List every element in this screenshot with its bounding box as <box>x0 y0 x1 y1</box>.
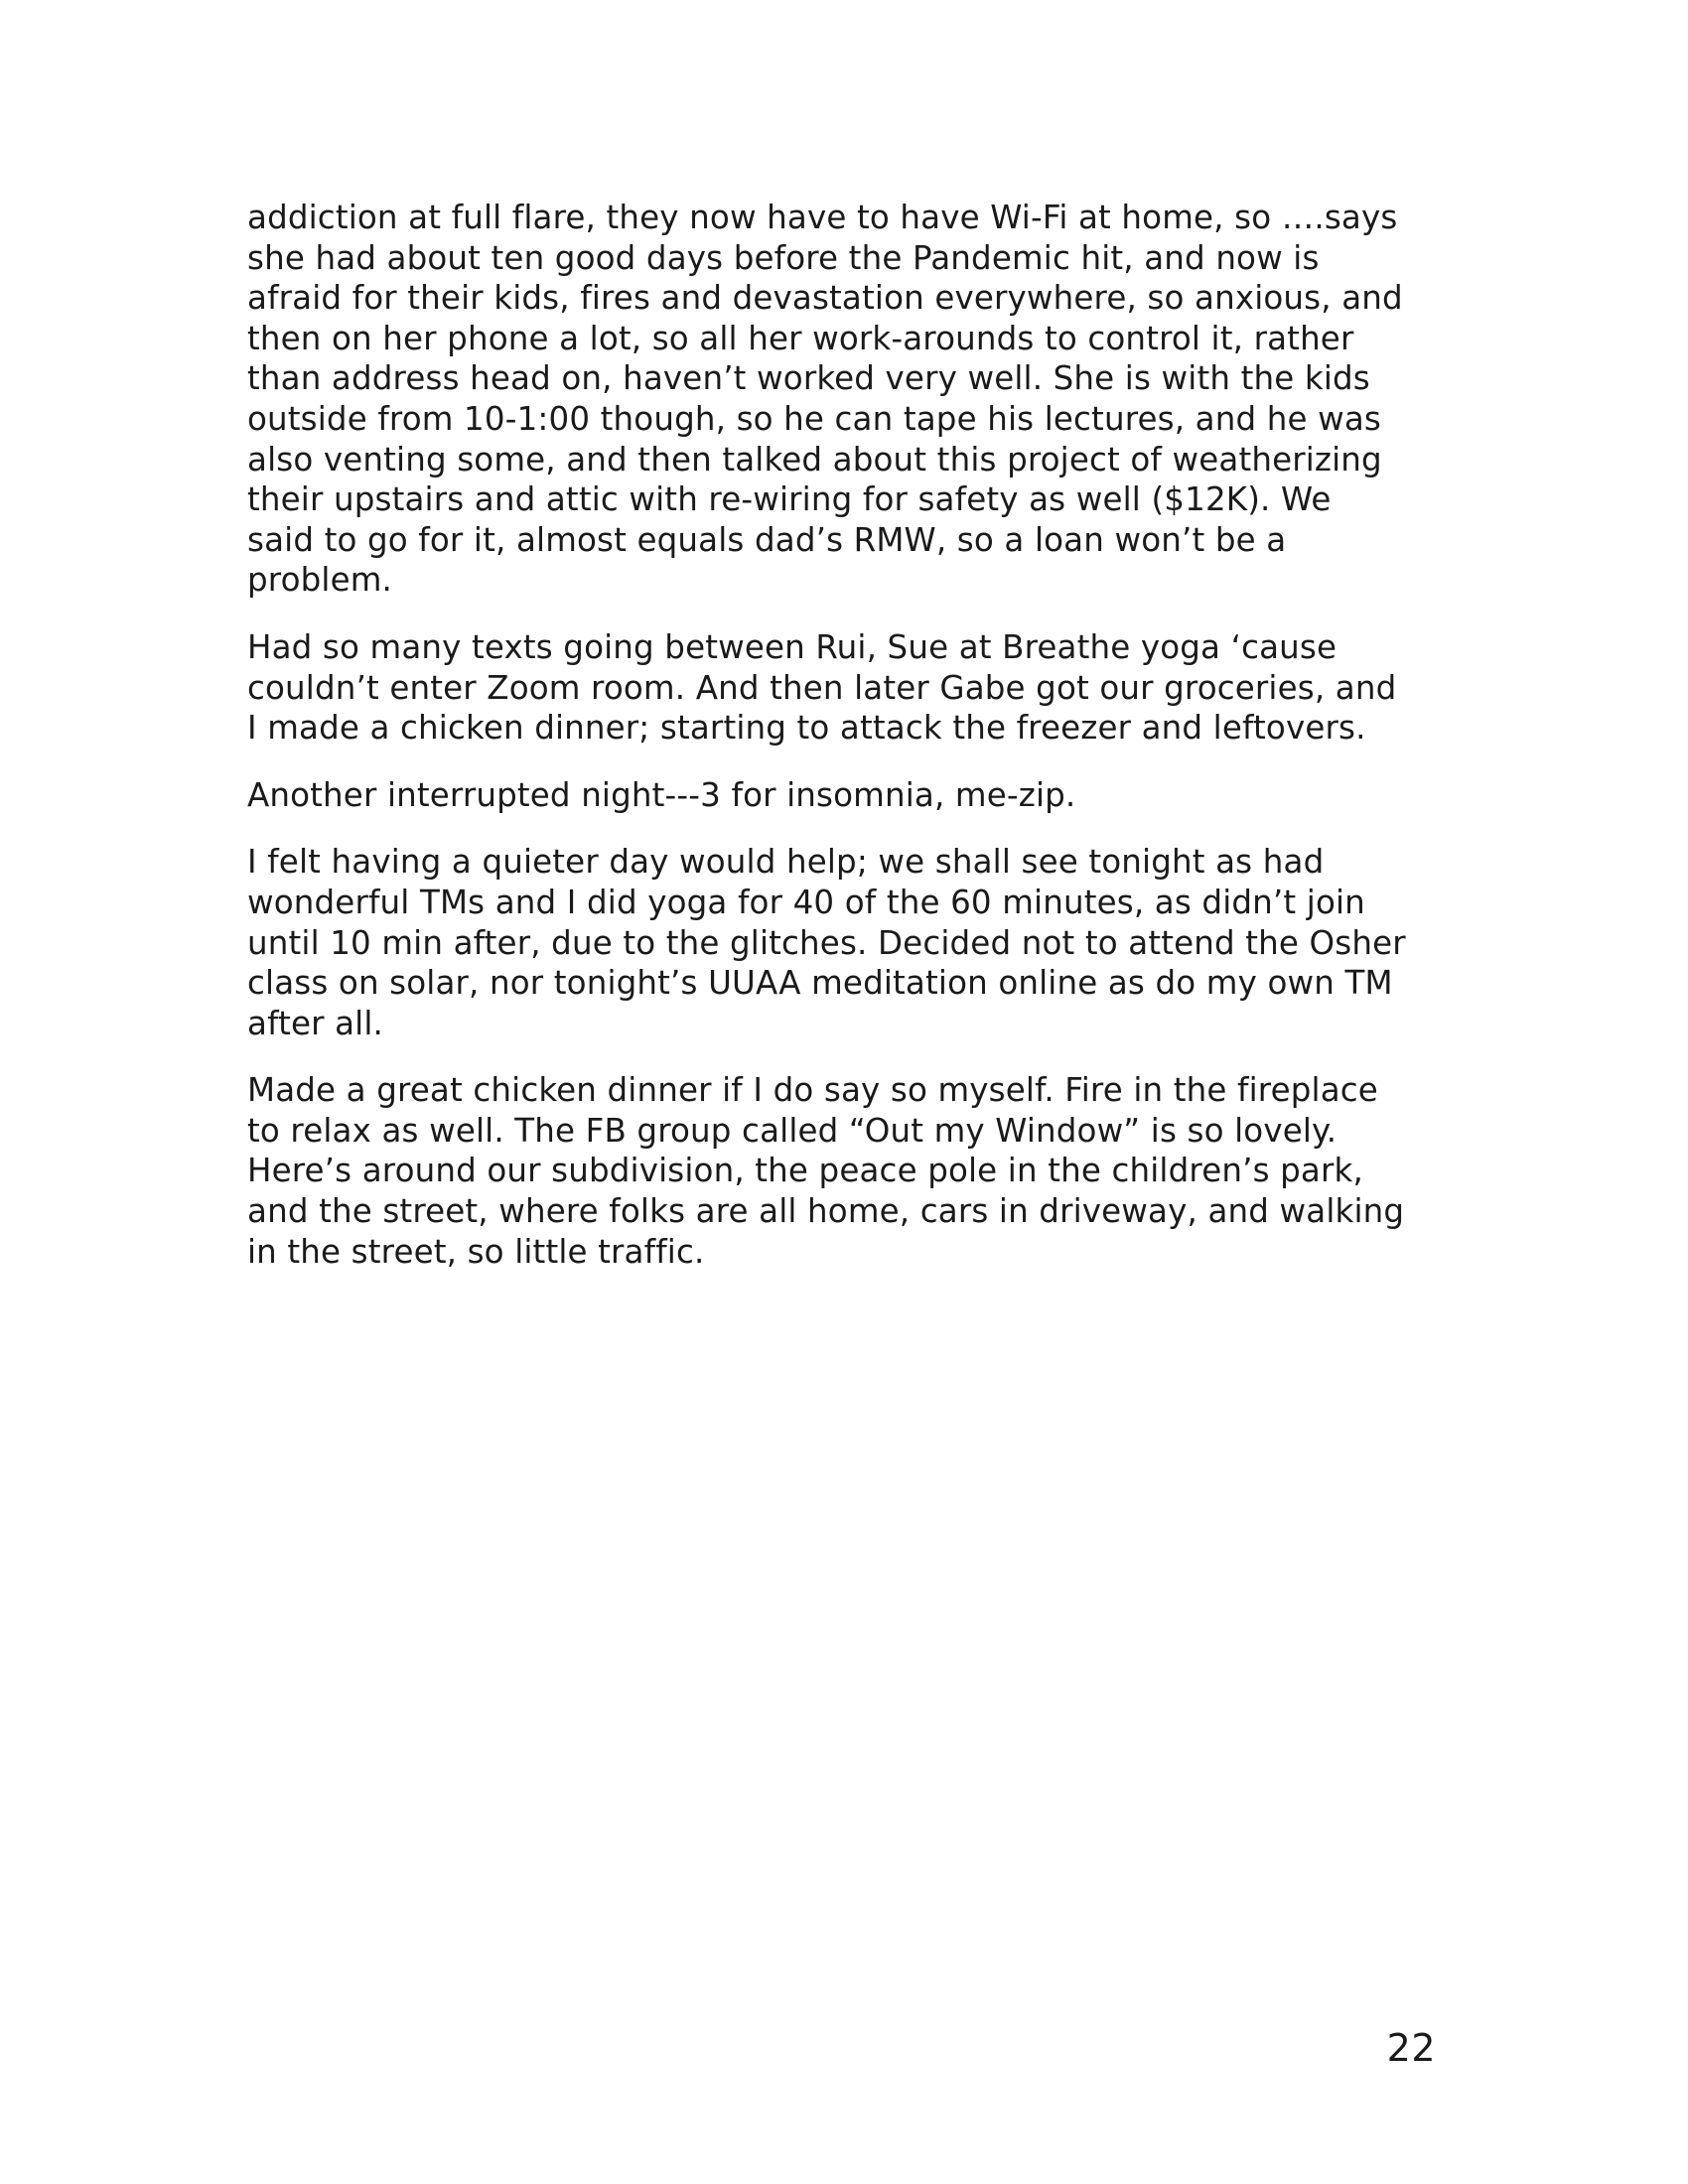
text-line: outside from 10-1:00 though, so he can tape his lectures, and he was <box>247 399 1382 438</box>
paragraph-1 <box>247 198 1454 601</box>
text-line: said to go for it, almost equals dad’s RMW, so a loan won’t be a <box>247 520 1287 559</box>
text-line: afraid for their kids, fires and devastation everywhere, so anxious, and <box>247 279 1403 318</box>
page-number: 22 <box>1386 2026 1436 2070</box>
text-line: than address head on, haven’t worked very well. She is with the kids <box>247 359 1370 398</box>
text-line: after all. <box>247 1004 384 1042</box>
text-line: also venting some, and then talked about this project of weatherizing <box>247 440 1382 478</box>
text-line: class on solar, nor tonight’s UUAA meditation online as do my own TM <box>247 964 1393 1003</box>
text-line: she had about ten good days before the Pandemic hit, and now is <box>247 238 1320 277</box>
text-line: I felt having a quieter day would help; we shall see tonight as had <box>247 843 1325 882</box>
text-line: problem. <box>247 561 393 600</box>
text-line: in the street, so little traffic. <box>247 1232 705 1271</box>
paragraph-4 <box>247 842 1454 1043</box>
text-line: and the street, where folks are all home, cars in driveway, and walking <box>247 1192 1405 1231</box>
text-line: wonderful TMs and I did yoga for 40 of the 60 minutes, as didn’t join <box>247 883 1365 921</box>
text-line: Made a great chicken dinner if I do say so myself. Fire in the fireplace <box>247 1071 1378 1110</box>
paragraph-3 <box>247 775 1454 816</box>
body-text <box>247 198 1454 1298</box>
text-line: then on her phone a lot, so all her work-arounds to control it, rather <box>247 319 1354 357</box>
paragraph-2 <box>247 627 1454 749</box>
text-line: I made a chicken dinner; starting to attack the freezer and leftovers. <box>247 709 1366 748</box>
text-line: Another interrupted night---3 for insomnia, me-zip. <box>247 775 1076 814</box>
text-line: Had so many texts going between Rui, Sue at Breathe yoga ‘cause <box>247 627 1337 666</box>
text-line: to relax as well. The FB group called “Out my Window” is so lovely. <box>247 1111 1337 1150</box>
text-line: couldn’t enter Zoom room. And then later Gabe got our groceries, and <box>247 668 1397 707</box>
text-line: addiction at full flare, they now have to have Wi-Fi at home, so ….says <box>247 199 1398 236</box>
text-line: their upstairs and attic with re-wiring for safety as well ($12K). We <box>247 480 1332 519</box>
paragraph-5 <box>247 1070 1454 1272</box>
text-line: until 10 min after, due to the glitches. Decided not to attend the Osher <box>247 923 1406 962</box>
text-line: Here’s around our subdivision, the peace pole in the children’s park, <box>247 1152 1363 1190</box>
